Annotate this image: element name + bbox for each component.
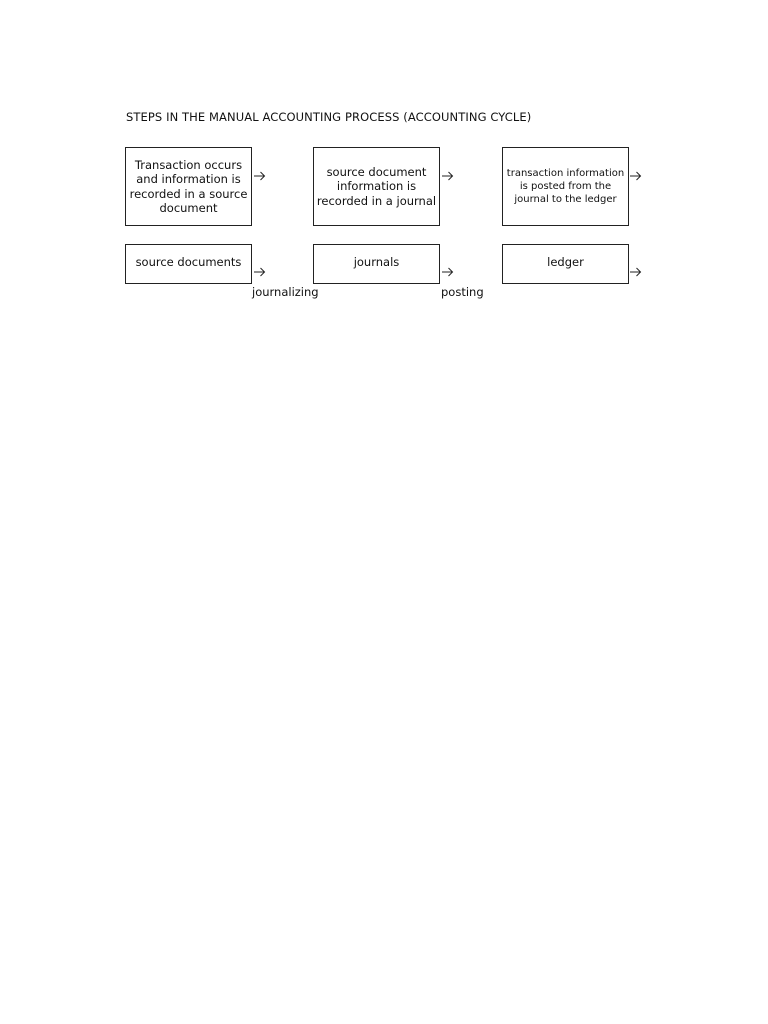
step-box-journal — [313, 147, 440, 226]
arrow-right-icon — [630, 267, 642, 277]
record-text-ledger: ledger — [547, 255, 584, 269]
step-text-ledger: transaction information is posted from the journal to the ledger — [506, 168, 625, 205]
transition-label-journalizing: journalizing — [252, 285, 319, 299]
arrow-right-icon — [630, 171, 642, 181]
record-box-journals — [313, 244, 440, 284]
arrow-right-icon — [254, 171, 266, 181]
step-box-ledger — [502, 147, 629, 226]
arrow-right-icon — [254, 267, 266, 277]
step-text-transaction: Transaction occurs and information is recorded in a source document — [129, 157, 248, 215]
diagram-title: STEPS IN THE MANUAL ACCOUNTING PROCESS (ACCOUNTING CYCLE) — [126, 110, 532, 124]
record-text-journals: journals — [353, 255, 400, 269]
arrow-right-icon — [442, 171, 454, 181]
record-text-source-documents: source documents — [135, 255, 242, 269]
step-text-journal: source document information is recorded in a journal — [316, 164, 437, 208]
arrow-right-icon — [442, 267, 454, 277]
transition-label-posting: posting — [441, 285, 484, 299]
record-box-source-documents — [125, 244, 252, 284]
step-box-transaction — [125, 147, 252, 226]
record-box-ledger — [502, 244, 629, 284]
